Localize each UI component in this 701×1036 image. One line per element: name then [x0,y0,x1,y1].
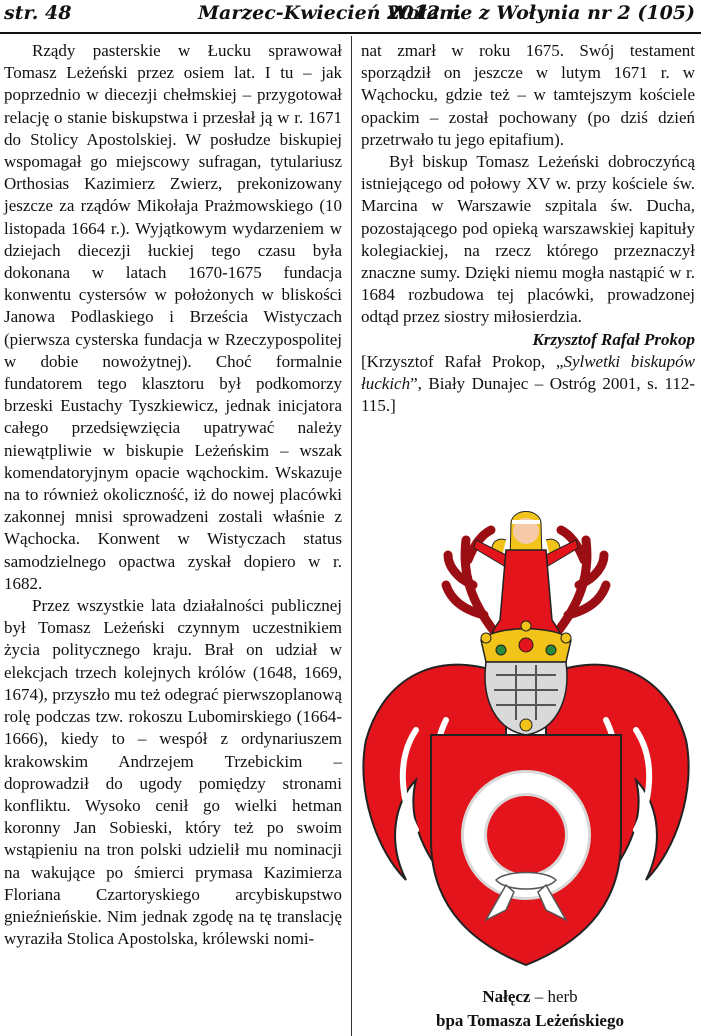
paragraph: Rządy pasterskie w Łucku sprawował Tomasz Leżeński przez osiem lat. I tu – jak poprzednio w diecezji chełmskiej – przygotował relację o stanie biskupstwa i przesłał ją w r. 1671 do Stolicy Apostolskiej. W posłudze biskupiej wspomagał go miejscowy sufragan, tytulariusz Orthosias Kazimierz Zwierz, prekonizowany jeszcze za rządów Mikołaja Prażmowskiego (10 listopada 1664 r.). Wyjątkowym wydarzeniem w dziejach diecezji łuckiej tego czasu była dokonana w latach 1670-1675 fundacja konwentu cystersów w położonych w bliskości Janowa Podlaskiego i Brześcia Wistyczach (pierwsza cysterska fundacja w Rzeczypospolitej w dobie nowożytnej). Choć formalnie fundatorem tego klasztoru był podkomorzy brzeski Eustachy Tyszkiewicz, jednak inicjatora całego przedsięwzięcia upatrywać należy niewątpliwie w biskupie Leżeńskim – wszak komendatoryjnym opacie wąchockim. Wskazuje na to również okoliczność, iż do nowej placówki zakonnej mnisi sprowadzeni zostali właśnie z Wąchocka. Konwent w Wistyczach status samodzielnego opactwa zyskał dopiero w r. 1682. [4,41,342,593]
caption-subtitle: bpa Tomasza Leżeńskiego [436,1011,624,1030]
image-caption [380,985,680,1033]
page-header [0,0,701,30]
left-column [4,40,342,950]
naleczy-coat-of-arms-icon [356,500,696,970]
paragraph: Przez wszystkie lata działalności publicznej był Tomasz Leżeński czynnym uczestnikiem życia politycznego kraju. Brał on udział w elekcjach trzech kolejnych królów (1648, 1669, 1674), przyszło mu też odegrać pierwszoplanową rolę podczas tzw. rokoszu Lubomirskiego (1664-1666), kiedy to – wespół z ordynariuszem krakowskim Andrzejem Trzebickim – doprowadził do ugody pomiędzy stronami konfliktu. Wysoko cenił go wielki hetman koronny Jan Sobieski, który też po swoim wstąpieniu na tron polski udzielił mu nominacji na wakujące po śmierci prymasa Kazimierza Floriana Czartoryskiego arcybiskupstwo gnieźnieńskie. Nim jednak zgodę na tę translację wyraziła Stolica Apostolska, królewski nomi- [4,596,342,949]
paragraph: Był biskup Tomasz Leżeński dobroczyńcą istniejącego od połowy XV w. przy kościele św. Marcina w Warszawie szpitala św. Ducha, pozostającego pod opieką warszawskiej kapituły kolegiackiej, na rzecz którego przeznaczył znaczne sumy. Dzięki niemu mogła nastąpić w r. 1684 rozbudowa tej placówki, prowadzonej odtąd przez siostry miłosierdzia. [361,152,695,327]
caption-name: Nałęcz [482,987,531,1006]
source-citation [361,351,695,418]
caption-herb: – herb [530,987,578,1006]
source-suffix: ”, Biały Dunajec – Ostróg 2001, s. 112-115.] [361,374,695,416]
caption-line-1 [380,985,680,1009]
magazine-title: Wołanie z Wołynia nr 2 (105) [387,2,695,24]
source-prefix: [Krzysztof Rafał Prokop, „ [361,351,564,371]
header-rule [0,32,701,34]
issue-date: Marzec-Kwiecień 2012 r. [198,2,462,24]
source-title: Sylwetki biskupów łuckich [361,351,695,394]
column-divider [351,36,352,1036]
paragraph: nat zmarł w roku 1675. Swój testament sporządził on jeszcze w lutym 1671 r. w Wąchocku, gdzie też – w tamtejszym kościele opackim – został pochowany (po dziś dzień przetrwało tu jego epitafium). [361,41,695,149]
red-shield-icon [431,735,621,965]
right-column [361,40,695,417]
coat-of-arms-image [356,500,696,970]
article-author: Krzysztof Rafał Prokop [532,329,695,349]
page-number: str. 48 [4,2,72,24]
